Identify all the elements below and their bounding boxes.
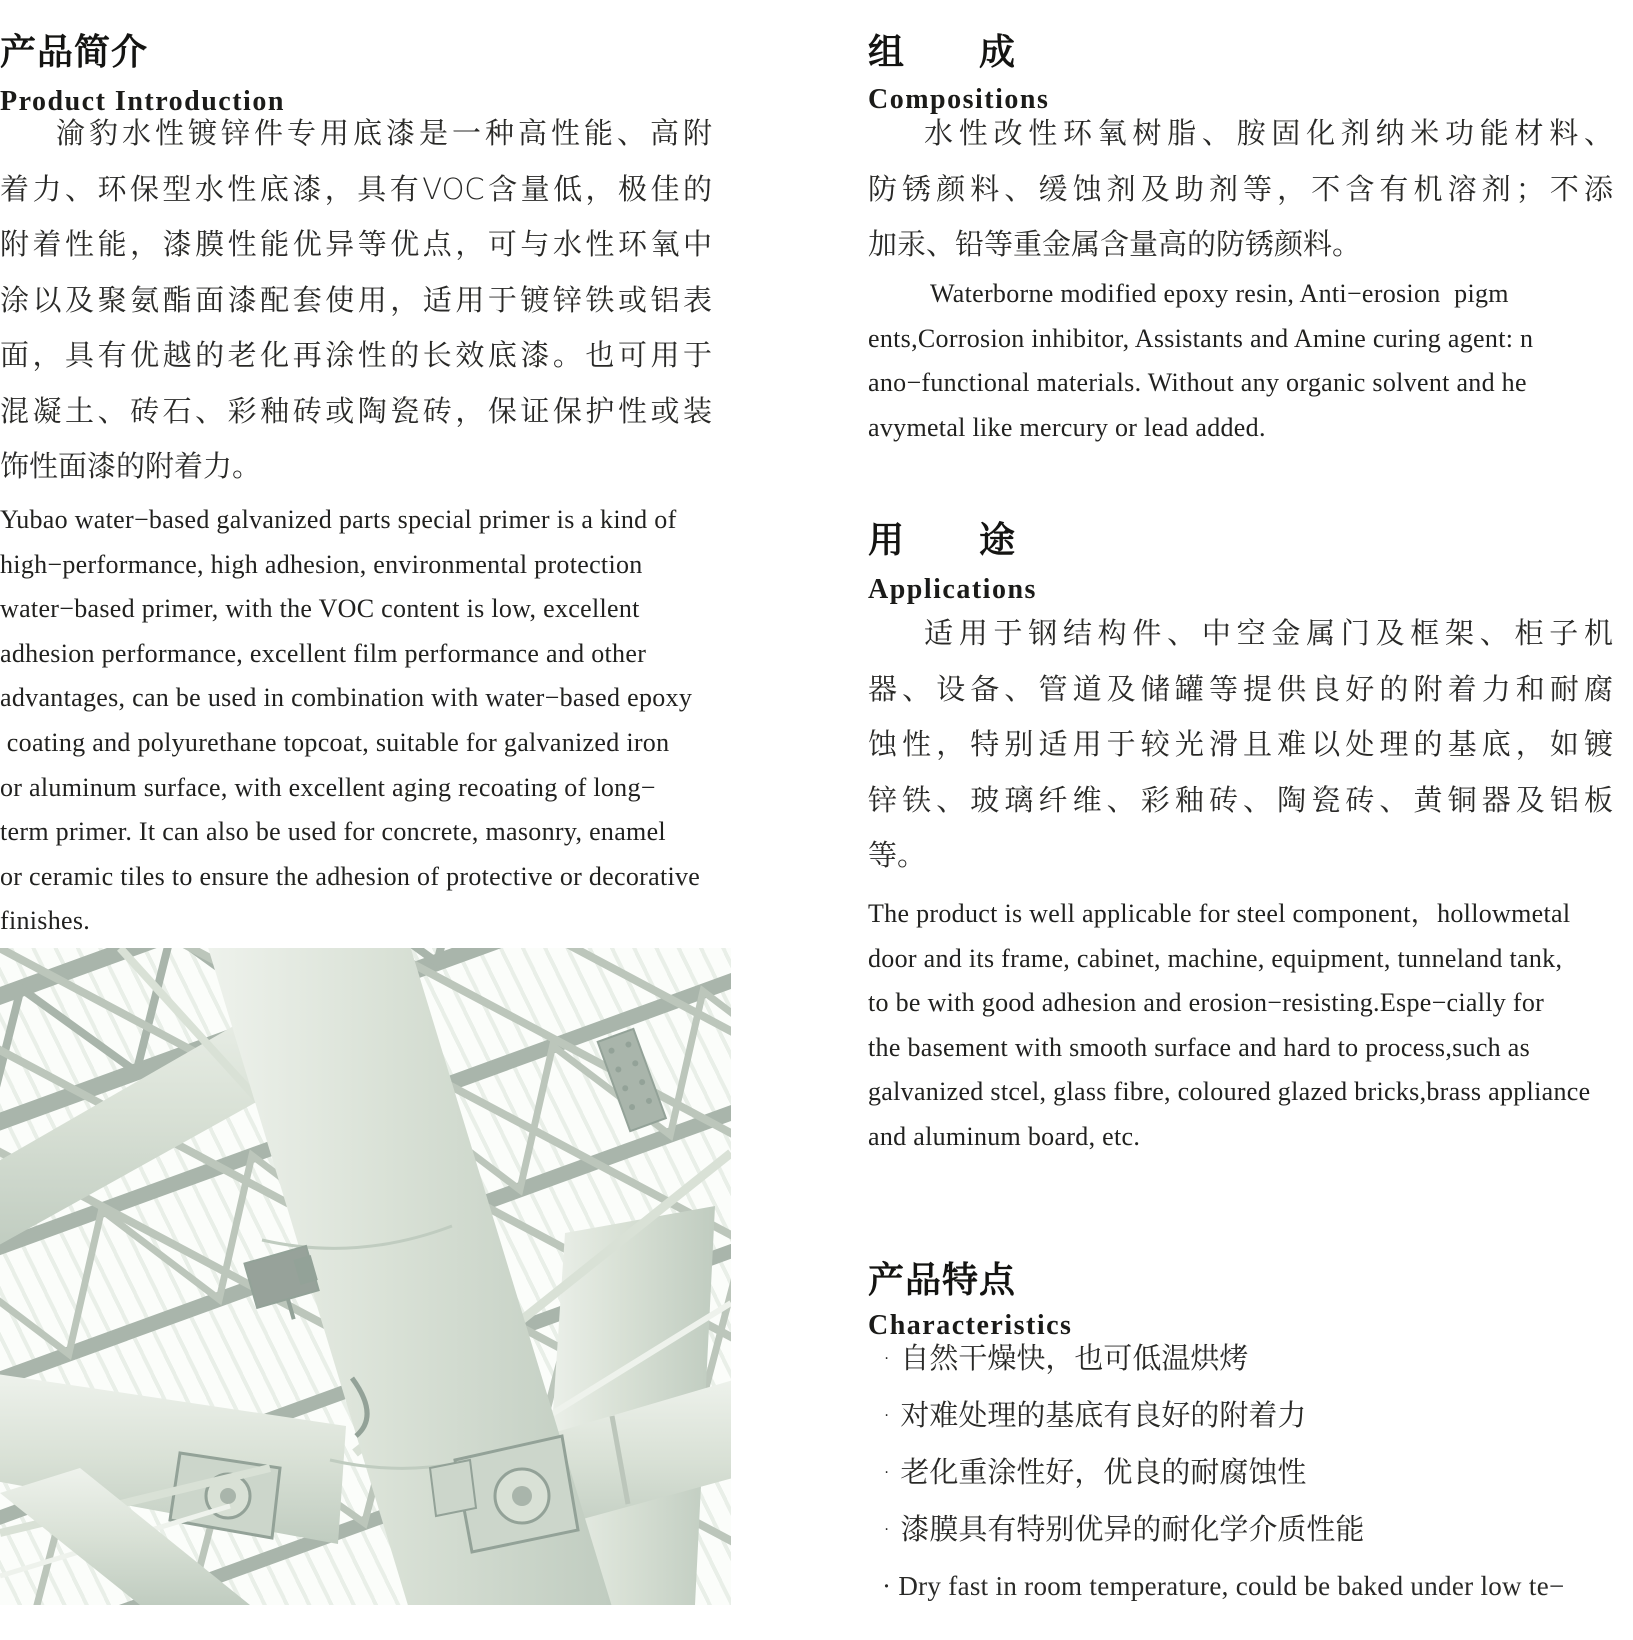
text-line: galvanized stcel, glass fibre, coloured glazed bricks,brass appliance: [868, 1077, 1591, 1107]
text-line: 水性改性环氧树脂、胺固化剂纳米功能材料、: [924, 116, 1613, 150]
text-line: 加汞、铅等重金属含量高的防锈颜料。: [868, 227, 1362, 261]
text-line: 饰性面漆的附着力。: [0, 449, 262, 483]
text-line: ents,Corrosion inhibitor, Assistants and Amine curing agent: n: [868, 323, 1534, 353]
text-line: 混凝土、砖石、彩釉砖或陶瓷砖，保证保护性或装: [0, 393, 712, 428]
text-line: avymetal like mercury or lead added.: [868, 412, 1266, 442]
text-line: high−performance, high adhesion, environmental protection: [0, 549, 643, 579]
text-line: 器、设备、管道及储罐等提供良好的附着力和耐腐: [868, 671, 1613, 706]
intro-title-cn: 产品简介: [0, 32, 149, 74]
text-line: 蚀性，特别适用于较光滑且难以处理的基底，如镀: [868, 727, 1613, 761]
compositions-title-cn: 组 成: [868, 32, 1017, 74]
applications-paragraph-en: [868, 892, 1613, 1160]
text-line: 面，具有优越的老化再涂性的长效底漆。也可用于: [0, 338, 712, 372]
text-line: finishes.: [0, 906, 91, 936]
text-line: 涂以及聚氨酯面漆配套使用，适用于镀锌铁或铝表: [0, 282, 712, 317]
steel-structure-photo: [0, 948, 731, 1605]
text-line: · 老化重涂性好，优良的耐腐蚀性: [882, 1455, 1307, 1489]
characteristics-title-en: Characteristics: [868, 1310, 1073, 1342]
text-line: ano−functional materials. Without any organic solvent and he: [868, 368, 1527, 398]
text-line: to be with good adhesion and erosion−resisting.Espe−cially for: [868, 988, 1545, 1018]
text-line: adhesion performance, excellent film performance and other: [0, 638, 647, 668]
characteristics-title-cn: 产品特点: [868, 1260, 1017, 1302]
characteristics-list: [868, 1330, 1613, 1615]
applications-title-cn: 用 途: [868, 520, 1017, 562]
text-line: 适用于钢结构件、中空金属门及框架、柜子机: [924, 616, 1613, 650]
text-line: or aluminum surface, with excellent aging recoating of long−: [0, 772, 656, 802]
applications-title-en: Applications: [868, 574, 1037, 606]
text-line: term primer. It can also be used for concrete, masonry, enamel: [0, 817, 666, 847]
text-line: advantages, can be used in combination with water−based epoxy: [0, 683, 693, 713]
text-line: 着力、环保型水性底漆，具有VOC含量低，极佳的: [0, 171, 712, 206]
text-line: 锌铁、玻璃纤维、彩釉砖、陶瓷砖、黄铜器及铝板: [868, 782, 1613, 817]
compositions-title-en: Compositions: [868, 84, 1050, 116]
intro-paragraph-en: [0, 498, 712, 944]
text-line: · 对难处理的基底有良好的附着力: [882, 1398, 1307, 1432]
text-line: water−based primer, with the VOC content is low, excellent: [0, 594, 640, 624]
text-line: and aluminum board, etc.: [868, 1121, 1141, 1151]
text-line: 防锈颜料、缓蚀剂及助剂等，不含有机溶剂；不添: [868, 171, 1613, 206]
text-line: Yubao water−based galvanized parts special primer is a kind of: [0, 505, 677, 534]
applications-paragraph-cn: [868, 606, 1613, 884]
compositions-paragraph-en: [868, 272, 1613, 450]
text-line: door and its frame, cabinet, machine, equipment, tunneland tank,: [868, 943, 1563, 973]
text-line: 等。: [868, 838, 927, 872]
text-line: 渝豹水性镀锌件专用底漆是一种高性能、高附: [56, 116, 712, 150]
text-line: or ceramic tiles to ensure the adhesion of protective or decorative: [0, 861, 701, 891]
text-line: · 自然干燥快，也可低温烘烤: [882, 1341, 1249, 1375]
text-line: Waterborne modified epoxy resin, Anti−erosion pigm: [930, 279, 1509, 308]
text-line: · 漆膜具有特别优异的耐化学介质性能: [882, 1512, 1365, 1546]
text-line: the basement with smooth surface and hard to process,such as: [868, 1032, 1531, 1062]
gusset-plate: [598, 1029, 666, 1131]
text-line: 附着性能，漆膜性能优异等优点，可与水性环氧中: [0, 227, 712, 261]
text-line: The product is well applicable for steel component，hollowmetal: [868, 899, 1571, 928]
compositions-paragraph-cn: [868, 106, 1613, 273]
text-line: coating and polyurethane topcoat, suitable for galvanized iron: [0, 727, 670, 757]
intro-title-en: Product Introduction: [0, 86, 285, 118]
text-line: · Dry fast in room temperature, could be baked under low te−: [882, 1571, 1565, 1601]
intro-paragraph-cn: [0, 106, 712, 495]
